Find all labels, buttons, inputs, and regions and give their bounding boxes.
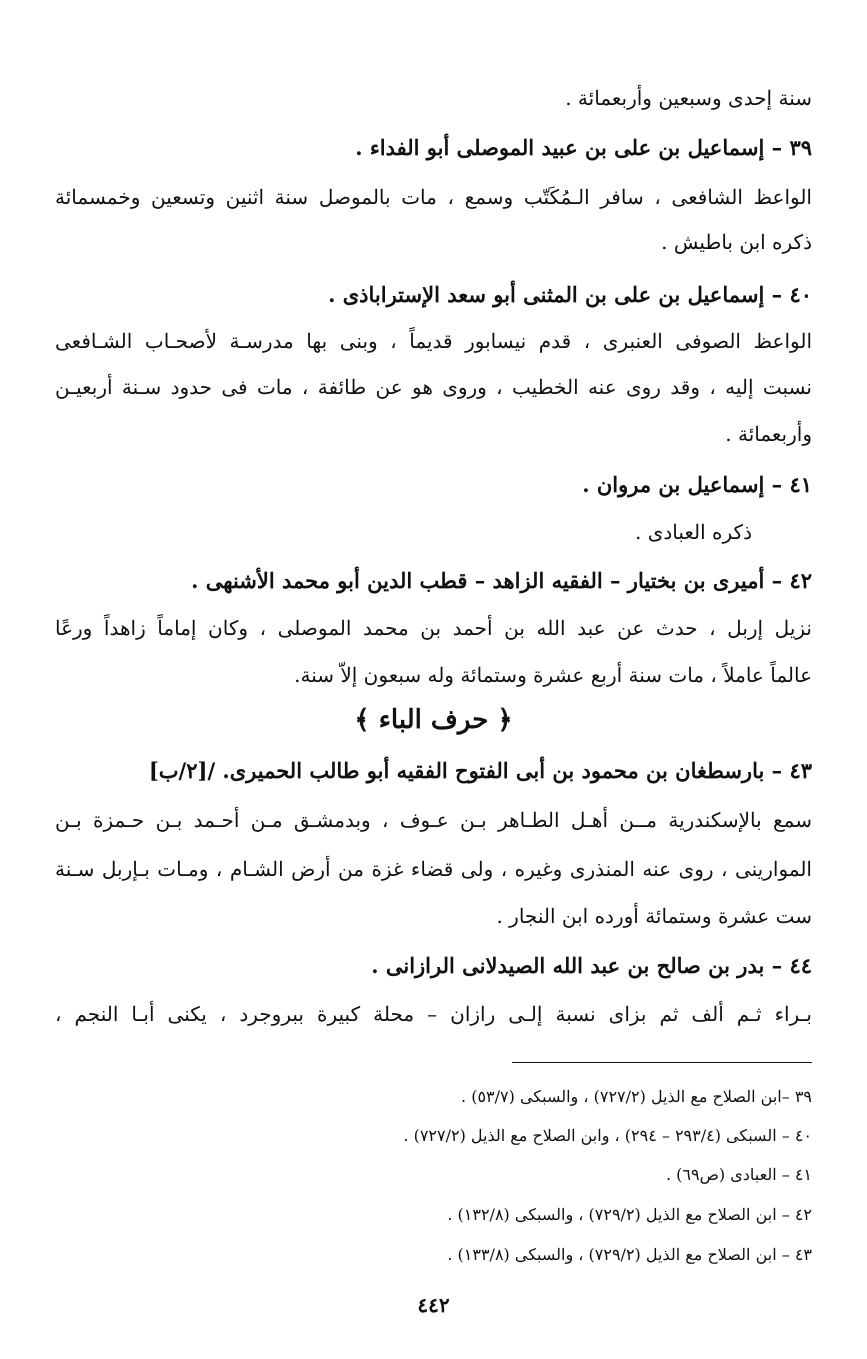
entry-heading-40: ٤٠ – إسماعيل بن على بن المثنى أبو سعد الإستراباذى . [328, 282, 812, 307]
text-line: سنة إحدى وسبعين وأربعمائة . [565, 86, 812, 110]
text-line: عالماً عاملاً ، مات سنة أربع عشرة وستمائة وله سبعون إلاّ سنة. [294, 663, 812, 687]
text-line: نسبت إليه ، وقد روى عنه الخطيب ، وروى هو عن طائفة ، مات فى حدود سـنة أربعيـن [55, 375, 812, 399]
footnote-40: ٤٠ – السبكى (٢٩٣/٤ – ٢٩٤) ، وابن الصلاح مع الذيل (٧٢٧/٢) . [403, 1126, 812, 1145]
text-line: وأربعمائة . [725, 422, 812, 446]
entry-heading-44: ٤٤ – بدر بن صالح بن عبد الله الصيدلانى الرازانى . [371, 953, 812, 978]
text-line: ذكره العبادى . [634, 520, 752, 544]
entry-heading-43: ٤٣ – بارسطغان بن محمود بن أبى الفتوح الفقيه أبو طالب الحميرى. /[٢/ب] [148, 758, 812, 783]
entry-heading-42: ٤٢ – أميرى بن بختيار – الفقيه الزاهد – قطب الدين أبو محمد الأشنهى . [191, 568, 812, 593]
text-line: ست عشرة وستمائة أورده ابن النجار . [496, 904, 812, 928]
text-line: الواعظ الشافعى ، سافر الـمُكَتّب وسمع ، مات بالموصل سنة اثنين وتسعين وخمسمائة [55, 185, 812, 209]
entry-heading-41: ٤١ – إسماعيل بن مروان . [582, 472, 812, 497]
footnote-42: ٤٢ – ابن الصلاح مع الذيل (٧٢٩/٢) ، والسبكى (١٣٢/٨) . [447, 1205, 812, 1224]
footnote-41: ٤١ – العبادى (ص٦٩) . [665, 1165, 812, 1184]
page-number: ٤٤٢ [417, 1293, 450, 1317]
text-line: ذكره ابن باطيش . [661, 230, 812, 254]
text-line: نزيل إربل ، حدث عن عبد الله بن أحمد بن محمد الموصلى ، وكان إماماً زاهداً ورعًا [55, 616, 812, 640]
section-title: ﴿ حرف الباء ﴾ [354, 705, 513, 735]
text-line: سمع بالإسكندرية مــن أهـل الطـاهر بـن عـوف ، وبدمشـق مـن أحـمد بـن حـمزة بـن [55, 808, 812, 832]
entry-heading-39: ٣٩ – إسماعيل بن على بن عبيد الموصلى أبو الفداء . [355, 135, 812, 160]
footnote-39: ٣٩ –ابن الصلاح مع الذيل (٧٢٧/٢) ، والسبكى (٥٣/٧) . [461, 1087, 812, 1106]
text-line: الموارينى ، روى عنه المنذرى وغيره ، ولى قضاء غزة من أرض الشـام ، ومـات بـإربل سـنة [55, 857, 812, 881]
text-line: بـراء ثـم ألف ثم بزاى نسبة إلـى رازان – محلة كبيرة ببروجرد ، يكنى أبـا النجم ، [55, 1002, 812, 1026]
text-line: الواعظ الصوفى العنبرى ، قدم نيسابور قديماً ، وبنى بها مدرسـة لأصحـاب الشـافعى [55, 329, 812, 353]
footnote-43: ٤٣ – ابن الصلاح مع الذيل (٧٢٩/٢) ، والسبكى (١٣٣/٨) . [447, 1245, 812, 1264]
footnote-separator [512, 1062, 812, 1063]
